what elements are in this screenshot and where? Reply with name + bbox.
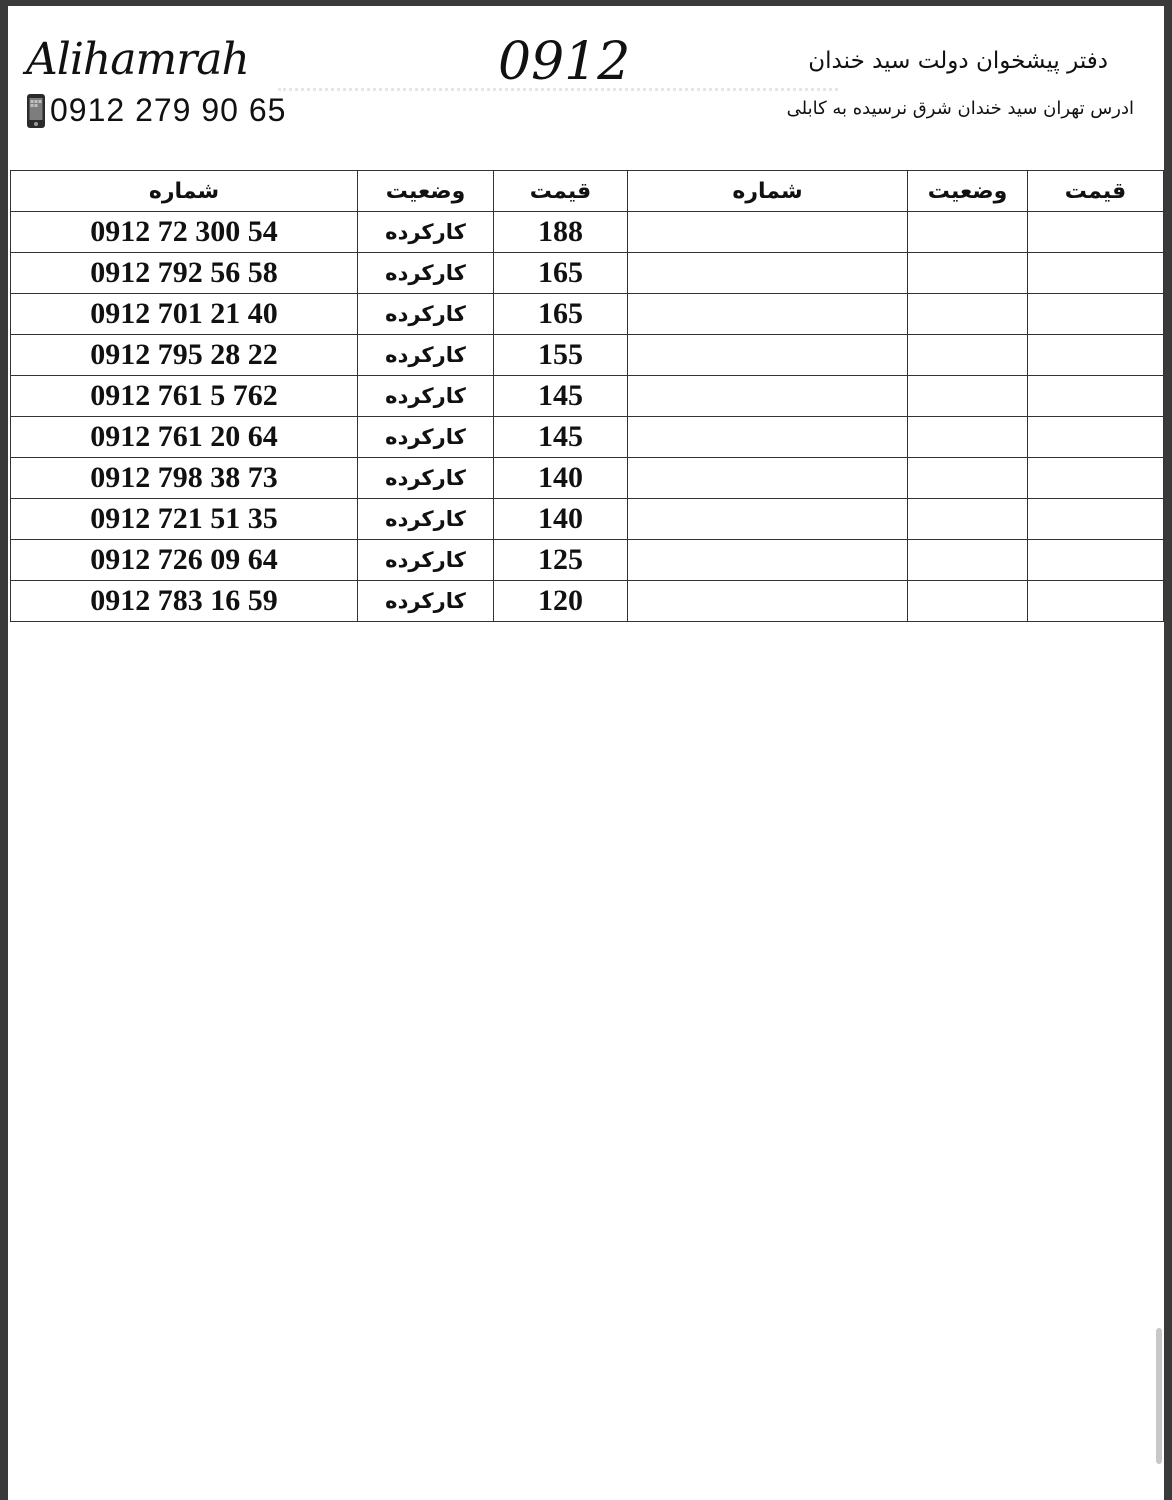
table-row [11, 212, 1164, 253]
status-cell: کارکرده [358, 253, 494, 294]
number-cell: 0912 726 09 64 [11, 540, 358, 581]
empty-cell [628, 417, 908, 458]
table-row [11, 458, 1164, 499]
number-cell: 0912 798 38 73 [11, 458, 358, 499]
price-cell: 145 [494, 417, 628, 458]
empty-cell [908, 376, 1028, 417]
table-row [11, 499, 1164, 540]
number-cell: 0912 72 300 54 [11, 212, 358, 253]
price-cell: 145 [494, 376, 628, 417]
price-cell: 165 [494, 253, 628, 294]
column-header-number-2: شماره [628, 171, 908, 212]
document-page [8, 6, 1164, 1500]
empty-cell [1028, 581, 1164, 622]
price-cell: 120 [494, 581, 628, 622]
table-row [11, 294, 1164, 335]
number-cell: 0912 721 51 35 [11, 499, 358, 540]
number-cell: 0912 701 21 40 [11, 294, 358, 335]
empty-cell [908, 581, 1028, 622]
numbers-table [10, 170, 1164, 622]
empty-cell [1028, 499, 1164, 540]
empty-cell [628, 294, 908, 335]
empty-cell [628, 376, 908, 417]
contact-phone [26, 92, 286, 129]
empty-cell [908, 417, 1028, 458]
number-cell: 0912 761 20 64 [11, 417, 358, 458]
divider [278, 88, 838, 91]
status-cell: کارکرده [358, 294, 494, 335]
empty-cell [1028, 335, 1164, 376]
column-header-status-2: وضعیت [908, 171, 1028, 212]
table-row [11, 417, 1164, 458]
phone-number: 0912 279 90 65 [50, 92, 287, 128]
price-cell: 125 [494, 540, 628, 581]
column-header-price-2: قیمت [1028, 171, 1164, 212]
status-cell: کارکرده [358, 540, 494, 581]
price-cell: 165 [494, 294, 628, 335]
number-cell: 0912 783 16 59 [11, 581, 358, 622]
empty-cell [1028, 212, 1164, 253]
office-name: دفتر پیشخوان دولت سید خندان [808, 48, 1108, 74]
empty-cell [628, 581, 908, 622]
empty-cell [908, 294, 1028, 335]
table-row [11, 376, 1164, 417]
empty-cell [1028, 540, 1164, 581]
status-cell: کارکرده [358, 212, 494, 253]
empty-cell [908, 458, 1028, 499]
status-cell: کارکرده [358, 499, 494, 540]
status-cell: کارکرده [358, 335, 494, 376]
vertical-scrollbar[interactable] [1156, 1328, 1162, 1464]
empty-cell [908, 540, 1028, 581]
table-row [11, 540, 1164, 581]
empty-cell [908, 499, 1028, 540]
empty-cell [908, 335, 1028, 376]
status-cell: کارکرده [358, 458, 494, 499]
empty-cell [1028, 458, 1164, 499]
empty-cell [628, 540, 908, 581]
column-header-price: قیمت [494, 171, 628, 212]
empty-cell [1028, 253, 1164, 294]
price-cell: 140 [494, 458, 628, 499]
empty-cell [628, 253, 908, 294]
empty-cell [1028, 417, 1164, 458]
empty-cell [628, 458, 908, 499]
table-header-row [11, 171, 1164, 212]
office-address: ادرس تهران سید خندان شرق نرسیده به کابلی [786, 98, 1134, 119]
price-cell: 155 [494, 335, 628, 376]
empty-cell [1028, 294, 1164, 335]
empty-cell [628, 499, 908, 540]
price-cell: 140 [494, 499, 628, 540]
table-row [11, 253, 1164, 294]
table-row [11, 335, 1164, 376]
table-row [11, 581, 1164, 622]
empty-cell [1028, 376, 1164, 417]
price-cell: 188 [494, 212, 628, 253]
brand-name: Alihamrah [26, 34, 249, 85]
status-cell: کارکرده [358, 581, 494, 622]
prefix-title: 0912 [498, 32, 631, 92]
empty-cell [628, 335, 908, 376]
status-cell: کارکرده [358, 376, 494, 417]
empty-cell [628, 212, 908, 253]
empty-cell [908, 212, 1028, 253]
status-cell: کارکرده [358, 417, 494, 458]
column-header-status: وضعیت [358, 171, 494, 212]
number-cell: 0912 795 28 22 [11, 335, 358, 376]
column-header-number: شماره [11, 171, 358, 212]
empty-cell [908, 253, 1028, 294]
mobile-phone-icon [26, 93, 46, 129]
number-cell: 0912 792 56 58 [11, 253, 358, 294]
number-cell: 0912 761 5 762 [11, 376, 358, 417]
